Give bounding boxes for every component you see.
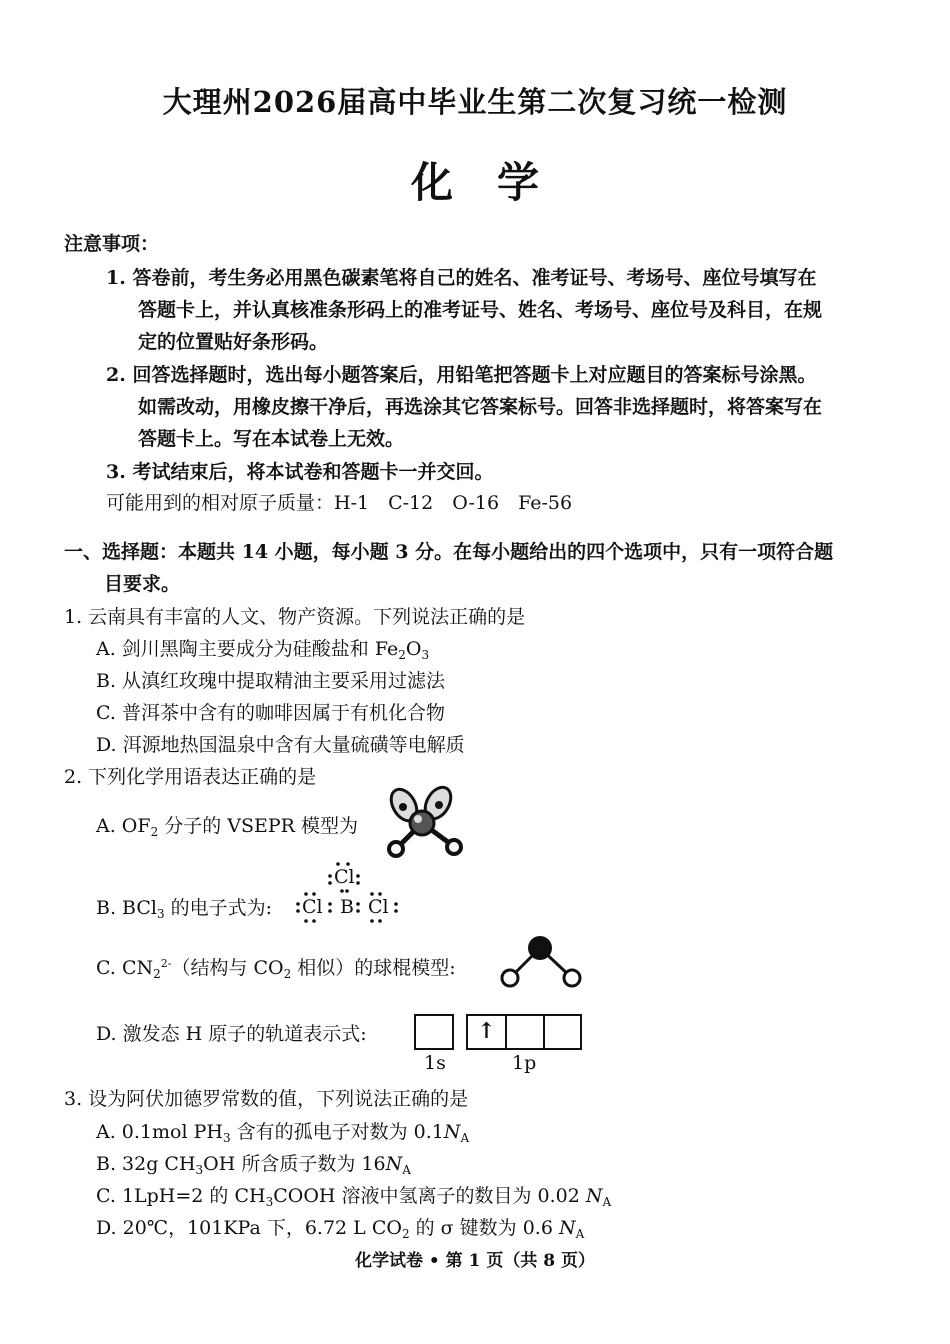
q3-option-c: C. 1LpH=2 的 $CH_3COOH$ 溶液中氢离子的数目为 0.02 $N_A$ — [96, 1185, 612, 1209]
q3-option-b: B. 32g $CH_3OH$ 所含质子数为 $16N_A$ — [96, 1153, 411, 1177]
notice-item-1-line-3: 定的位置贴好条形码。 — [138, 331, 329, 353]
orbital-up-arrow: ↑ — [477, 1018, 496, 1044]
q2-option-c: C. $CN_2^{2-}$（结构与 $CO_2$ 相似）的球棍模型: — [96, 957, 456, 981]
notice-item-2-line-2: 如需改动，用橡皮擦干净后，再选涂其它答案标号。回答非选择题时，将答案写在 — [138, 396, 823, 418]
q1-option-b: B. 从滇红玫瑰中提取精油主要采用过滤法 — [96, 670, 446, 692]
q1-stem: 1. 云南具有丰富的人文、物产资源。下列说法正确的是 — [64, 606, 526, 628]
notice-item-3: 3. 考试结束后，将本试卷和答题卡一并交回。 — [106, 461, 494, 483]
q2-option-d: D. 激发态 H 原子的轨道表示式: — [96, 1023, 367, 1045]
subject-title — [0, 150, 950, 210]
ball-stick-model-figure — [498, 932, 584, 990]
q3-stem: 3. 设为阿伏加德罗常数的值，下列说法正确的是 — [64, 1088, 469, 1110]
q3-option-a: A. 0.1mol $PH_3$ 含有的孤电子对数为 $0.1N_A$ — [96, 1121, 470, 1145]
q1-option-c: C. 普洱茶中含有的咖啡因属于有机化合物 — [96, 702, 445, 724]
q2-option-a: A. $OF_2$ 分子的 VSEPR 模型为 — [96, 815, 359, 839]
q3-option-d: D. 20℃，101KPa 下，6.72 L $CO_2$ 的 σ 键数为 0.6 $N_A$ — [96, 1217, 585, 1241]
section-1-heading-line-2: 目要求。 — [104, 573, 181, 595]
orbital-label-1p: 1p — [512, 1052, 537, 1074]
q1-option-a: A. 剑川黑陶主要成分为硅酸盐和 $Fe_2O_3$ — [96, 638, 430, 662]
section-1-heading-line-1: 一、选择题：本题共 14 小题，每小题 3 分。在每小题给出的四个选项中，只有一项符合题 — [64, 541, 834, 563]
electron-formula-cl-top: Cl — [334, 866, 355, 888]
electron-dots — [296, 860, 406, 924]
q2-stem: 2. 下列化学用语表达正确的是 — [64, 766, 317, 788]
page-footer: 化学试卷 • 第 1 页（共 8 页） — [354, 1251, 596, 1271]
atomic-mass-line: 可能用到的相对原子质量：H-1 C-12 O-16 Fe-56 — [106, 492, 573, 514]
subject-char-2: 学 — [497, 158, 540, 207]
subject-char-1: 化 — [410, 158, 453, 207]
bcl3-electron-formula — [296, 860, 406, 924]
q2-option-b: B. BCl$_3$ 的电子式为: — [96, 897, 273, 921]
vsepr-model-figure — [378, 783, 468, 859]
orbital-box-1p — [466, 1014, 582, 1050]
notice-item-1-line-1: 1. 答卷前，考生务必用黑色碳素笔将自己的姓名、准考证号、考场号、座位号填写在 — [106, 267, 817, 289]
notice-item-1-line-2: 答题卡上，并认真核准条形码上的准考证号、姓名、考场号、座位号及科目，在规 — [138, 299, 823, 321]
electron-formula-b: B — [340, 896, 354, 918]
notice-item-2-line-1: 2. 回答选择题时，选出每小题答案后，用铅笔把答题卡上对应题目的答案标号涂黑。 — [106, 364, 817, 386]
notice-item-2-line-3: 答题卡上。写在本试卷上无效。 — [138, 428, 405, 450]
orbital-box-1s — [414, 1014, 454, 1050]
notice-heading: 注意事项： — [64, 233, 160, 255]
q1-option-d: D. 洱源地热国温泉中含有大量硫磺等电解质 — [96, 734, 465, 756]
exam-title: 大理州2026届高中毕业生第二次复习统一检测 — [162, 85, 788, 119]
electron-formula-cl-left: Cl — [302, 896, 323, 918]
orbital-label-1s: 1s — [424, 1052, 446, 1074]
electron-formula-cl-right: Cl — [368, 896, 389, 918]
